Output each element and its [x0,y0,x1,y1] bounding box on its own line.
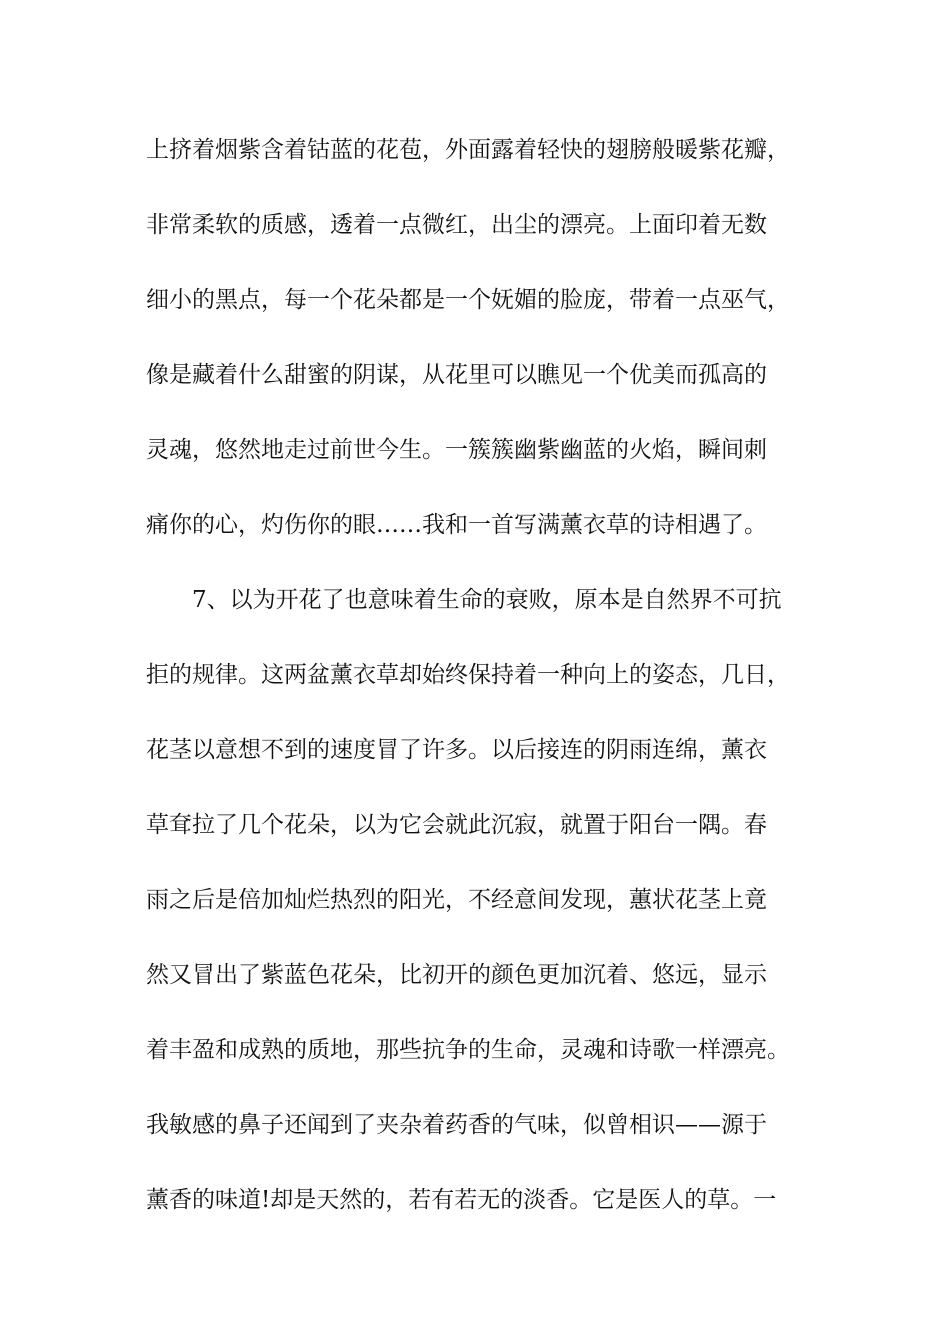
paragraph-start-line: 7、以为开花了也意味着生命的衰败，原本是自然界不可抗 [192,587,782,613]
text-line: 灵魂，悠然地走过前世今生。一簇簇幽紫幽蓝的火焰，瞬间刺 [146,437,767,463]
text-line: 细小的黑点，每一个花朵都是一个妩媚的脸庞，带着一点巫气， [146,287,790,313]
text-line: 薰香的味道!却是天然的，若有若无的淡香。它是医人的草。一 [146,1187,777,1213]
text-line: 雨之后是倍加灿烂热烈的阳光，不经意间发现，蕙状花茎上竟 [146,887,767,913]
text-line: 痛你的心，灼伤你的眼……我和一首写满薰衣草的诗相遇了。 [146,512,767,538]
text-line: 上挤着烟紫含着钴蓝的花苞，外面露着轻快的翅膀般暖紫花瓣， [146,137,790,163]
text-line: 草耷拉了几个花朵，以为它会就此沉寂，就置于阳台一隅。春 [146,812,767,838]
text-line: 拒的规律。这两盆薰衣草却始终保持着一种向上的姿态，几日， [146,662,790,688]
text-line: 着丰盈和成熟的质地，那些抗争的生命，灵魂和诗歌一样漂亮。 [146,1037,790,1063]
text-line: 像是藏着什么甜蜜的阴谋，从花里可以瞧见一个优美而孤高的 [146,362,767,388]
text-line: 非常柔软的质感，透着一点微红，出尘的漂亮。上面印着无数 [146,212,767,238]
text-line: 花茎以意想不到的速度冒了许多。以后接连的阴雨连绵，薰衣 [146,737,767,763]
text-line: 然又冒出了紫蓝色花朵，比初开的颜色更加沉着、悠远，显示 [146,962,767,988]
text-line: 我敏感的鼻子还闻到了夹杂着药香的气味，似曾相识——源于 [146,1112,767,1138]
